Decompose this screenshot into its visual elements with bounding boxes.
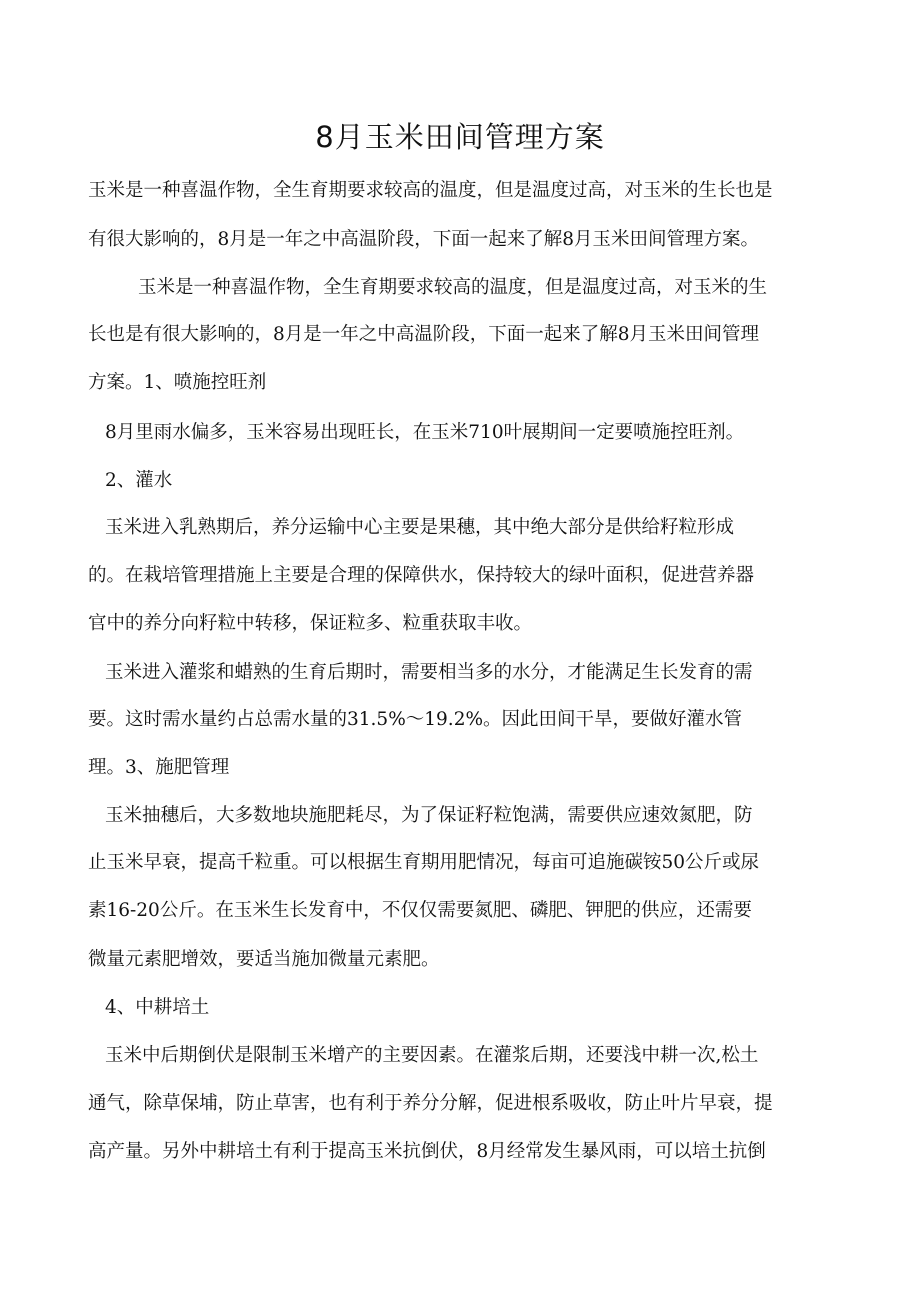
paragraph-line: 要。这时需水量约占总需水量的31.5%～19.2%。因此田间干旱，要做好灌水管	[88, 709, 743, 730]
paragraph-line: 长也是有很大影响的，8月是一年之中高温阶段，下面一起来了解8月玉米田间管理	[88, 324, 760, 345]
paragraph-line: 通气，除草保埔，防止草害，也有利于养分分解，促进根系吸收，防止叶片早衰，提	[88, 1093, 773, 1114]
section-heading: 4、中耕培土	[105, 997, 210, 1018]
paragraph-line: 8月里雨水偏多，玉米容易出现旺长，在玉米710叶展期间一定要喷施控旺剂。	[105, 422, 745, 443]
paragraph-line: 官中的养分向籽粒中转移，保证粒多、粒重获取丰收。	[88, 613, 533, 634]
page-title: 8月玉米田间管理方案	[315, 120, 605, 154]
paragraph-line: 玉米抽穗后，大多数地块施肥耗尽，为了保证籽粒饱满，需要供应速效氮肥，防	[105, 805, 753, 826]
paragraph-line: 玉米是一种喜温作物，全生育期要求较高的温度，但是温度过高，对玉米的生	[138, 277, 768, 298]
paragraph-line: 止玉米早衰，提高千粒重。可以根据生育期用肥情况，每亩可追施碳铵50公斤或尿	[88, 852, 760, 873]
paragraph-line: 的。在栽培管理措施上主要是合理的保障供水，保持较大的绿叶面积，促进营养器	[88, 565, 755, 586]
paragraph-line: 理。3、施肥管理	[88, 757, 230, 778]
paragraph-line: 微量元素肥增效，要适当施加微量元素肥。	[88, 949, 440, 970]
paragraph-line: 玉米是一种喜温作物，全生育期要求较高的温度，但是温度过高，对玉米的生长也是	[88, 180, 773, 201]
paragraph-line: 方案。1、喷施控旺剂	[88, 372, 267, 393]
paragraph-line: 高产量。另外中耕培土有利于提高玉米抗倒伏，8月经常发生暴风雨，可以培土抗倒	[88, 1141, 766, 1162]
paragraph-line: 玉米进入灌浆和蜡熟的生育后期时，需要相当多的水分，才能满足生长发育的需	[105, 662, 753, 683]
paragraph-line: 有很大影响的，8月是一年之中高温阶段，下面一起来了解8月玉米田间管理方案。	[88, 229, 760, 250]
section-heading: 2、灌水	[105, 470, 173, 491]
paragraph-line: 玉米中后期倒伏是限制玉米增产的主要因素。在灌浆后期，还要浅中耕一次,松土	[105, 1045, 759, 1066]
paragraph-line: 玉米进入乳熟期后，养分运输中心主要是果穗，其中绝大部分是供给籽粒形成	[105, 517, 735, 538]
paragraph-line: 素16-20公斤。在玉米生长发育中，不仅仅需要氮肥、磷肥、钾肥的供应，还需要	[88, 900, 752, 921]
